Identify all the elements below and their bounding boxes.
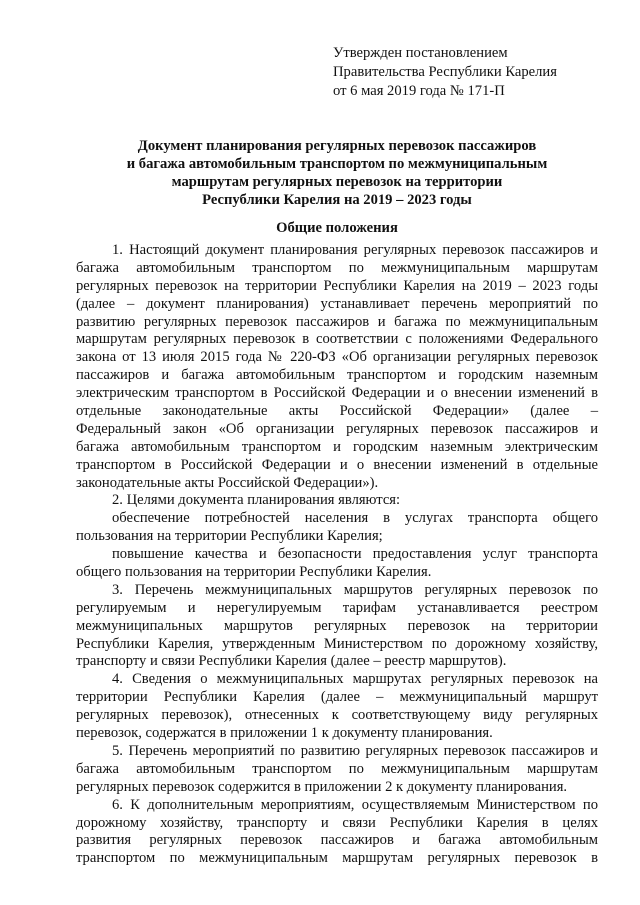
document-title [76,137,598,209]
body-line: повышение качества и безопасности предоставления услуг транспорта [112,546,598,563]
title-line: Республики Карелия на 2019 – 2023 годы [202,192,472,208]
body-line: маршрутам регулярных перевозок в соответствии с положениями Федерального [76,331,598,348]
body-line: 1. Настоящий документ планирования регулярных перевозок пассажиров и [112,242,598,258]
title-line: Документ планирования регулярных перевозок пассажиров [137,138,537,154]
body-line: развития регулярных перевозок пассажиров и багажа автомобильным [76,832,598,849]
body-line: развитию регулярных перевозок пассажиров и багажа по межмуниципальным [76,313,598,330]
body-line: закона от 13 июля 2015 года № 220-ФЗ «Об организации регулярных перевозок [76,349,598,366]
body-line: Федеральный закон «Об организации регулярных перевозок пассажиров и [76,420,598,437]
body-line: транспортом по межмуниципальным маршрутам регулярных перевозок в [76,850,598,867]
approval-line: Утвержден постановлением [333,45,508,61]
title-line: и багажа автомобильным транспортом по межмуниципальным [126,156,548,172]
body-line: 2. Целями документа планирования являются: [112,492,401,509]
body-line: 6. К дополнительным мероприятиям, осуществляемым Министерством по [112,796,598,813]
body-line: электрическим транспортом в Российской Федерации и о внесении изменений в [76,385,598,402]
body-line: законодательные акты Российской Федерации»). [76,474,379,491]
body-line: транспорту и связи Республики Карелия (далее – реестр маршрутов). [76,653,507,670]
body-line: транспортом в Российской Федерации и о внесении изменений в отдельные [76,456,598,473]
body-line: территории Республики Карелия (далее – межмуниципальный маршрут [76,689,598,706]
body-line: общего пользования на территории Республики Карелия. [76,564,432,581]
approval-stamp [333,44,623,101]
body-line: обеспечение потребностей населения в услугах транспорта общего [112,510,598,527]
body-line: регулярных перевозок), отнесенных к соответствующему виду регулярных [76,707,598,724]
body-line: отдельные законодательные акты Российской Федерации» (далее – [76,403,598,420]
body-line: пассажиров и багажа автомобильным транспортом и городским наземным [76,367,598,384]
body-line: регулируемым и нерегулируемым тарифам устанавливается реестром [76,599,598,616]
body-line: 4. Сведения о межмуниципальных маршрутах регулярных перевозок на [112,671,598,688]
body-line: межмуниципальных маршрутов регулярных перевозок на территории [76,617,598,634]
body-line: регулярных перевозок содержится в приложении 2 к документу планирования. [76,778,568,795]
body-line: 3. Перечень межмуниципальных маршрутов регулярных перевозок по [112,581,598,598]
body-line: дорожному хозяйству, транспорту и связи Республики Карелия в целях [76,814,598,831]
section-heading: Общие положения [276,220,398,236]
approval-line: от 6 мая 2019 года № 171-П [333,83,505,99]
body-line: багажа автомобильным транспортом и городским наземным электрическим [76,438,598,455]
body-line: регулярных перевозок на территории Республики Карелия на 2019 – 2023 годы [76,277,598,294]
title-line: маршрутам регулярных перевозок на территории [171,174,503,190]
body-line: пользования на территории Республики Карелия; [76,528,383,545]
body-line: (далее – документ планирования) устанавливает перечень мероприятий по [76,295,598,312]
body-line: багажа автомобильным транспортом по межмуниципальным маршрутам [76,760,598,777]
body-line: багажа автомобильным транспортом по межмуниципальным маршрутам [76,259,598,276]
approval-line: Правительства Республики Карелия [333,64,557,80]
body-line: 5. Перечень мероприятий по развитию регулярных перевозок пассажиров и [112,742,598,759]
body-line: перевозок, содержатся в приложении 1 к документу планирования. [76,725,493,742]
body-line: Республики Карелия, утвержденным Министерством по дорожному хозяйству, [76,635,598,652]
body-text [76,242,598,868]
